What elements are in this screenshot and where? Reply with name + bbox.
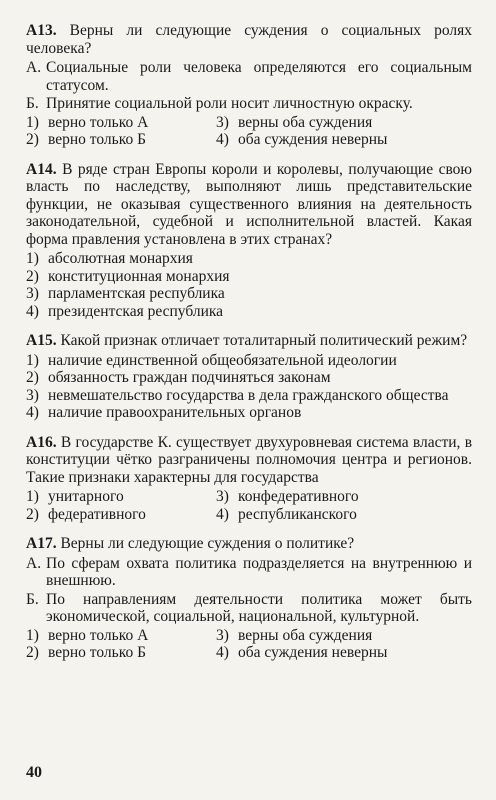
option-number: 4)	[26, 404, 39, 421]
option-number: 4)	[216, 131, 229, 148]
answer-option	[216, 644, 472, 662]
question-prompt	[26, 22, 472, 57]
statement-text: Принятие социальной роли носит личностную окраску.	[46, 95, 413, 112]
answer-option	[216, 131, 472, 149]
option-number: 2)	[26, 505, 39, 523]
option-text: парламентская республика	[48, 285, 225, 302]
question-number: А16.	[26, 433, 57, 451]
option-text: верны оба суждения	[238, 626, 373, 644]
option-text: наличие единственной общеобязательной идеологии	[48, 351, 397, 369]
answer-option	[26, 268, 472, 286]
statement-a	[26, 555, 472, 590]
option-number: 2)	[26, 267, 39, 285]
option-number: 1)	[26, 626, 39, 644]
option-text: республиканского	[238, 505, 357, 523]
option-text: наличие правоохранительных органов	[48, 404, 302, 421]
option-text: невмешательство государства в дела гражданского общества	[48, 386, 449, 404]
answer-option	[26, 627, 216, 645]
question-a16	[26, 434, 472, 524]
answer-option	[216, 114, 472, 132]
statement-label: Б.	[26, 590, 39, 608]
answer-option	[216, 506, 472, 524]
option-text: конституционная монархия	[48, 267, 230, 285]
question-number: А17.	[26, 535, 57, 552]
option-text: унитарного	[48, 488, 124, 505]
answer-option	[216, 488, 472, 506]
question-number: А13.	[26, 22, 57, 39]
option-text: верно только А	[48, 113, 149, 131]
question-a15	[26, 332, 472, 422]
answer-option	[216, 627, 472, 645]
option-text: верны оба суждения	[238, 113, 373, 131]
answer-option	[26, 303, 472, 321]
option-number: 1)	[26, 250, 39, 267]
option-number: 3)	[216, 113, 229, 131]
question-number: А14.	[26, 160, 57, 178]
question-text: В ряде стран Европы короли и королевы, получающие свою власть по наследству, выполняют лишь представительские функции, не оказывая существенного влияния на деятельность законодательной, судебной и исполнительной властей. Какая форма правления установлена в этих странах?	[26, 160, 473, 248]
option-number: 4)	[26, 302, 39, 320]
question-number: А15.	[26, 332, 57, 349]
answer-options	[26, 114, 472, 149]
answer-option	[26, 644, 216, 662]
option-number: 4)	[216, 505, 229, 523]
answer-options	[26, 250, 472, 320]
statement-label: А.	[26, 554, 42, 572]
option-text: абсолютная монархия	[48, 250, 193, 267]
statement-label: А.	[26, 59, 42, 76]
option-text: верно только А	[48, 626, 149, 644]
answer-option	[26, 114, 216, 132]
option-text: верно только Б	[48, 131, 146, 148]
statement-b	[26, 95, 472, 113]
question-prompt	[26, 535, 472, 553]
option-number: 1)	[26, 113, 39, 131]
option-number: 3)	[26, 285, 39, 302]
question-a17	[26, 535, 472, 662]
answer-options	[26, 488, 472, 523]
document-page	[26, 22, 472, 674]
answer-option	[26, 285, 472, 303]
option-number: 2)	[26, 131, 39, 148]
option-number: 1)	[26, 351, 39, 369]
option-text: президентская республика	[48, 302, 224, 320]
statement-text: Социальные роли человека определяются его социальным статусом.	[46, 59, 472, 94]
option-text: верно только Б	[48, 644, 146, 661]
statement-text: По сферам охвата политика подразделяется на внутреннюю и внешнюю.	[46, 554, 472, 589]
option-text: федеративного	[48, 505, 146, 523]
question-text: Какой признак отличает тоталитарный политический режим?	[60, 332, 468, 349]
question-a13	[26, 22, 472, 149]
question-text: В государстве К. существует двухуровневая система власти, в конституции чётко разграничены полномочия центра и регионов. Такие признаки характерны для государства	[26, 433, 473, 486]
answer-options	[26, 627, 472, 662]
question-text: Верны ли следующие суждения о социальных ролях человека?	[26, 22, 472, 57]
statement-text: По направлениям деятельности политика может быть экономической, социальной, национальной, культурной.	[46, 590, 472, 625]
option-number: 3)	[26, 386, 39, 404]
answer-option	[26, 131, 216, 149]
option-text: оба суждения неверны	[238, 644, 388, 661]
answer-option	[26, 369, 472, 387]
option-text: конфедеративного	[238, 488, 359, 505]
option-number: 2)	[26, 644, 39, 661]
question-a14	[26, 161, 472, 321]
page-number: 40	[26, 764, 42, 781]
option-text: оба суждения неверны	[238, 131, 388, 148]
answer-options	[26, 352, 472, 422]
question-prompt	[26, 434, 472, 487]
option-number: 3)	[216, 626, 229, 644]
statement-b	[26, 591, 472, 626]
option-number: 2)	[26, 369, 39, 386]
answer-option	[26, 250, 472, 268]
question-prompt	[26, 161, 472, 249]
question-text: Верны ли следующие суждения о политике?	[60, 535, 355, 552]
statement-a	[26, 59, 472, 94]
answer-option	[26, 488, 216, 506]
question-prompt	[26, 332, 472, 350]
option-number: 3)	[216, 488, 229, 505]
statement-label: Б.	[26, 95, 39, 112]
answer-option	[26, 404, 472, 422]
answer-option	[26, 506, 216, 524]
answer-option	[26, 387, 472, 405]
answer-option	[26, 352, 472, 370]
option-text: обязанность граждан подчиняться законам	[48, 369, 331, 386]
option-number: 4)	[216, 644, 229, 661]
option-number: 1)	[26, 488, 39, 505]
